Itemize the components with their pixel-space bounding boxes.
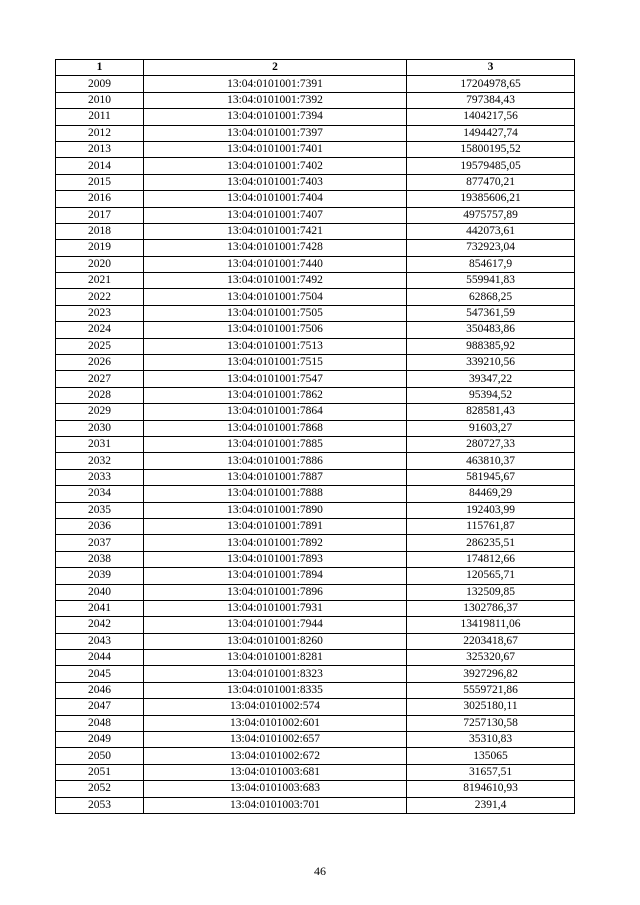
- table-row: [56, 453, 575, 469]
- cadastral-number-cell: 13:04:0101001:7403: [144, 174, 407, 190]
- cadastral-number-cell: 13:04:0101001:7391: [144, 76, 407, 92]
- row-number-cell: 2050: [56, 748, 144, 764]
- cadastral-number-cell: 13:04:0101001:7392: [144, 92, 407, 108]
- cadastral-number-cell: 13:04:0101001:7864: [144, 404, 407, 420]
- row-number-cell: 2013: [56, 141, 144, 157]
- table-row: [56, 322, 575, 338]
- value-cell: 854617,9: [407, 256, 575, 272]
- table-row: [56, 174, 575, 190]
- header-col-1: 1: [56, 60, 144, 76]
- cadastral-number-cell: 13:04:0101002:657: [144, 732, 407, 748]
- table-row: [56, 404, 575, 420]
- table-row: [56, 551, 575, 567]
- value-cell: 2391,4: [407, 797, 575, 813]
- cadastral-number-cell: 13:04:0101001:7504: [144, 289, 407, 305]
- table-row: [56, 518, 575, 534]
- value-cell: 988385,92: [407, 338, 575, 354]
- row-number-cell: 2018: [56, 223, 144, 239]
- table-row: [56, 355, 575, 371]
- row-number-cell: 2021: [56, 273, 144, 289]
- row-number-cell: 2026: [56, 355, 144, 371]
- cadastral-number-cell: 13:04:0101001:8323: [144, 666, 407, 682]
- row-number-cell: 2023: [56, 305, 144, 321]
- value-cell: 192403,99: [407, 502, 575, 518]
- table-row: [56, 682, 575, 698]
- row-number-cell: 2019: [56, 240, 144, 256]
- value-cell: 31657,51: [407, 764, 575, 780]
- cadastral-number-cell: 13:04:0101001:8281: [144, 650, 407, 666]
- value-cell: 4975757,89: [407, 207, 575, 223]
- value-cell: 19385606,21: [407, 191, 575, 207]
- row-number-cell: 2016: [56, 191, 144, 207]
- value-cell: 732923,04: [407, 240, 575, 256]
- row-number-cell: 2051: [56, 764, 144, 780]
- value-cell: 35310,83: [407, 732, 575, 748]
- value-cell: 463810,37: [407, 453, 575, 469]
- cadastral-number-cell: 13:04:0101001:7886: [144, 453, 407, 469]
- row-number-cell: 2010: [56, 92, 144, 108]
- cadastral-number-cell: 13:04:0101001:7547: [144, 371, 407, 387]
- row-number-cell: 2052: [56, 781, 144, 797]
- row-number-cell: 2038: [56, 551, 144, 567]
- header-row: [56, 60, 575, 76]
- value-cell: 17204978,65: [407, 76, 575, 92]
- cadastral-number-cell: 13:04:0101001:7407: [144, 207, 407, 223]
- value-cell: 350483,86: [407, 322, 575, 338]
- row-number-cell: 2046: [56, 682, 144, 698]
- page-number: 46: [314, 864, 326, 878]
- value-cell: 15800195,52: [407, 141, 575, 157]
- value-cell: 13419811,06: [407, 617, 575, 633]
- value-cell: 174812,66: [407, 551, 575, 567]
- cadastral-number-cell: 13:04:0101001:7887: [144, 469, 407, 485]
- cadastral-number-cell: 13:04:0101003:681: [144, 764, 407, 780]
- value-cell: 581945,67: [407, 469, 575, 485]
- registry-table: [55, 59, 575, 814]
- value-cell: 828581,43: [407, 404, 575, 420]
- cadastral-number-cell: 13:04:0101001:7397: [144, 125, 407, 141]
- row-number-cell: 2035: [56, 502, 144, 518]
- row-number-cell: 2048: [56, 715, 144, 731]
- cadastral-number-cell: 13:04:0101001:7893: [144, 551, 407, 567]
- header-col-3: 3: [407, 60, 575, 76]
- row-number-cell: 2012: [56, 125, 144, 141]
- table-row: [56, 600, 575, 616]
- cadastral-number-cell: 13:04:0101003:701: [144, 797, 407, 813]
- table-row: [56, 305, 575, 321]
- value-cell: 2203418,67: [407, 633, 575, 649]
- value-cell: 280727,33: [407, 436, 575, 452]
- table-header: [56, 60, 575, 76]
- cadastral-number-cell: 13:04:0101001:7894: [144, 568, 407, 584]
- value-cell: 1302786,37: [407, 600, 575, 616]
- table-row: [56, 420, 575, 436]
- cadastral-number-cell: 13:04:0101003:683: [144, 781, 407, 797]
- value-cell: 95394,52: [407, 387, 575, 403]
- value-cell: 1494427,74: [407, 125, 575, 141]
- table-row: [56, 338, 575, 354]
- table-row: [56, 633, 575, 649]
- row-number-cell: 2041: [56, 600, 144, 616]
- row-number-cell: 2034: [56, 486, 144, 502]
- table-row: [56, 256, 575, 272]
- table-row: [56, 158, 575, 174]
- row-number-cell: 2029: [56, 404, 144, 420]
- cadastral-number-cell: 13:04:0101001:7401: [144, 141, 407, 157]
- row-number-cell: 2009: [56, 76, 144, 92]
- value-cell: 8194610,93: [407, 781, 575, 797]
- value-cell: 877470,21: [407, 174, 575, 190]
- table-row: [56, 502, 575, 518]
- cadastral-number-cell: 13:04:0101001:7896: [144, 584, 407, 600]
- row-number-cell: 2053: [56, 797, 144, 813]
- value-cell: 3025180,11: [407, 699, 575, 715]
- row-number-cell: 2044: [56, 650, 144, 666]
- cadastral-number-cell: 13:04:0101001:8260: [144, 633, 407, 649]
- cadastral-number-cell: 13:04:0101001:7402: [144, 158, 407, 174]
- header-col-2: 2: [144, 60, 407, 76]
- cadastral-number-cell: 13:04:0101001:7492: [144, 273, 407, 289]
- cadastral-number-cell: 13:04:0101001:7404: [144, 191, 407, 207]
- table-row: [56, 207, 575, 223]
- cadastral-number-cell: 13:04:0101001:7506: [144, 322, 407, 338]
- cadastral-number-cell: 13:04:0101001:7862: [144, 387, 407, 403]
- value-cell: 7257130,58: [407, 715, 575, 731]
- table-row: [56, 273, 575, 289]
- table-row: [56, 141, 575, 157]
- cadastral-number-cell: 13:04:0101001:7892: [144, 535, 407, 551]
- table-row: [56, 240, 575, 256]
- value-cell: 547361,59: [407, 305, 575, 321]
- row-number-cell: 2037: [56, 535, 144, 551]
- value-cell: 135065: [407, 748, 575, 764]
- table-row: [56, 109, 575, 125]
- table-row: [56, 371, 575, 387]
- row-number-cell: 2014: [56, 158, 144, 174]
- table-row: [56, 650, 575, 666]
- table-row: [56, 76, 575, 92]
- table-row: [56, 486, 575, 502]
- value-cell: 1404217,56: [407, 109, 575, 125]
- row-number-cell: 2039: [56, 568, 144, 584]
- table-row: [56, 125, 575, 141]
- value-cell: 339210,56: [407, 355, 575, 371]
- value-cell: 286235,51: [407, 535, 575, 551]
- cadastral-number-cell: 13:04:0101001:7513: [144, 338, 407, 354]
- cadastral-number-cell: 13:04:0101001:7505: [144, 305, 407, 321]
- cadastral-number-cell: 13:04:0101001:7421: [144, 223, 407, 239]
- value-cell: 559941,83: [407, 273, 575, 289]
- row-number-cell: 2027: [56, 371, 144, 387]
- table-row: [56, 781, 575, 797]
- row-number-cell: 2017: [56, 207, 144, 223]
- value-cell: 84469,29: [407, 486, 575, 502]
- value-cell: 325320,67: [407, 650, 575, 666]
- cadastral-number-cell: 13:04:0101002:672: [144, 748, 407, 764]
- value-cell: 132509,85: [407, 584, 575, 600]
- table-row: [56, 732, 575, 748]
- row-number-cell: 2028: [56, 387, 144, 403]
- value-cell: 442073,61: [407, 223, 575, 239]
- row-number-cell: 2025: [56, 338, 144, 354]
- cadastral-number-cell: 13:04:0101001:7891: [144, 518, 407, 534]
- row-number-cell: 2032: [56, 453, 144, 469]
- table-row: [56, 191, 575, 207]
- value-cell: 3927296,82: [407, 666, 575, 682]
- cadastral-number-cell: 13:04:0101001:7394: [144, 109, 407, 125]
- value-cell: 62868,25: [407, 289, 575, 305]
- value-cell: 39347,22: [407, 371, 575, 387]
- value-cell: 5559721,86: [407, 682, 575, 698]
- cadastral-number-cell: 13:04:0101001:7890: [144, 502, 407, 518]
- row-number-cell: 2020: [56, 256, 144, 272]
- table-row: [56, 568, 575, 584]
- cadastral-number-cell: 13:04:0101002:601: [144, 715, 407, 731]
- value-cell: 115761,87: [407, 518, 575, 534]
- cadastral-number-cell: 13:04:0101001:7931: [144, 600, 407, 616]
- cadastral-number-cell: 13:04:0101001:7885: [144, 436, 407, 452]
- row-number-cell: 2047: [56, 699, 144, 715]
- cadastral-number-cell: 13:04:0101001:7440: [144, 256, 407, 272]
- table-row: [56, 436, 575, 452]
- table-row: [56, 699, 575, 715]
- value-cell: 120565,71: [407, 568, 575, 584]
- row-number-cell: 2030: [56, 420, 144, 436]
- table-row: [56, 289, 575, 305]
- table-row: [56, 469, 575, 485]
- row-number-cell: 2031: [56, 436, 144, 452]
- table-row: [56, 748, 575, 764]
- table-row: [56, 764, 575, 780]
- cadastral-number-cell: 13:04:0101002:574: [144, 699, 407, 715]
- table-row: [56, 617, 575, 633]
- row-number-cell: 2022: [56, 289, 144, 305]
- table-row: [56, 797, 575, 813]
- cadastral-number-cell: 13:04:0101001:7515: [144, 355, 407, 371]
- cadastral-number-cell: 13:04:0101001:8335: [144, 682, 407, 698]
- row-number-cell: 2033: [56, 469, 144, 485]
- value-cell: 91603,27: [407, 420, 575, 436]
- value-cell: 19579485,05: [407, 158, 575, 174]
- row-number-cell: 2036: [56, 518, 144, 534]
- table-row: [56, 535, 575, 551]
- cadastral-number-cell: 13:04:0101001:7868: [144, 420, 407, 436]
- table-row: [56, 387, 575, 403]
- row-number-cell: 2042: [56, 617, 144, 633]
- row-number-cell: 2049: [56, 732, 144, 748]
- row-number-cell: 2040: [56, 584, 144, 600]
- row-number-cell: 2024: [56, 322, 144, 338]
- cadastral-number-cell: 13:04:0101001:7944: [144, 617, 407, 633]
- cadastral-number-cell: 13:04:0101001:7428: [144, 240, 407, 256]
- cadastral-number-cell: 13:04:0101001:7888: [144, 486, 407, 502]
- table-row: [56, 92, 575, 108]
- row-number-cell: 2043: [56, 633, 144, 649]
- table-body: [56, 76, 575, 814]
- row-number-cell: 2045: [56, 666, 144, 682]
- table-row: [56, 584, 575, 600]
- table-row: [56, 715, 575, 731]
- value-cell: 797384,43: [407, 92, 575, 108]
- row-number-cell: 2015: [56, 174, 144, 190]
- table-row: [56, 223, 575, 239]
- table-row: [56, 666, 575, 682]
- row-number-cell: 2011: [56, 109, 144, 125]
